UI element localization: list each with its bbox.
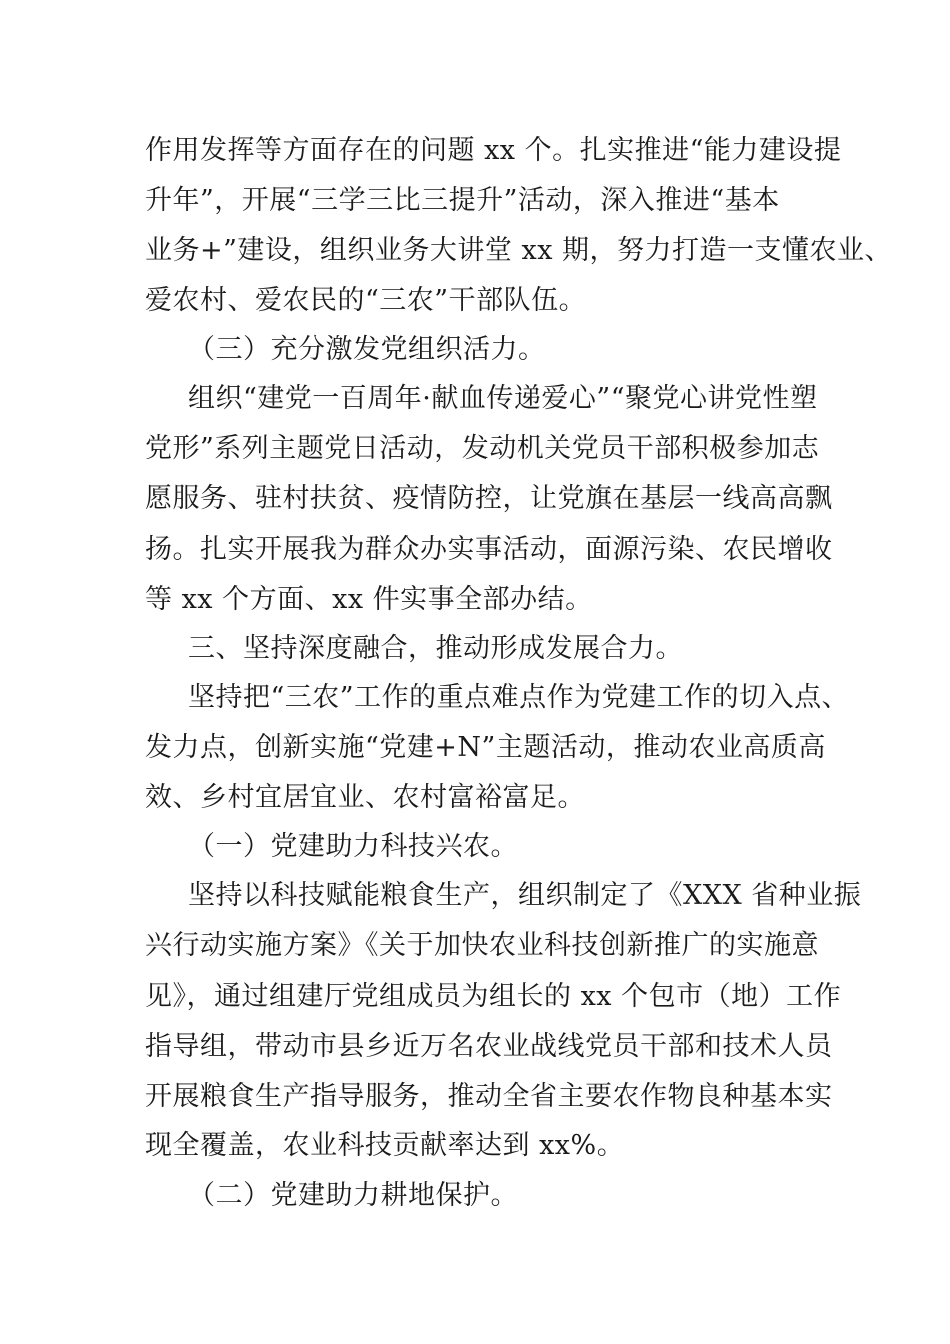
paragraph-first-line: 坚持以科技赋能粮食生产，组织制定了《XXX 省种业振 — [188, 880, 862, 911]
body-text-line: 业务+”建设，组织业务大讲堂 xx 期，努力打造一支懂农业、 — [145, 235, 893, 266]
paragraph-first-line: 坚持把“三农”工作的重点难点作为党建工作的切入点、 — [188, 682, 850, 713]
section-heading: （一）党建助力科技兴农。 — [188, 831, 518, 862]
section-heading: （三）充分激发党组织活力。 — [188, 334, 546, 365]
section-heading: 三、坚持深度融合，推动形成发展合力。 — [188, 633, 683, 664]
body-text-line: 见》，通过组建厅党组成员为组长的 xx 个包市（地）工作 — [145, 981, 842, 1012]
body-text-line: 党形”系列主题党日活动，发动机关党员干部积极参加志 — [145, 433, 820, 464]
section-heading: （二）党建助力耕地保护。 — [188, 1180, 518, 1211]
body-text-line: 等 xx 个方面、xx 件实事全部办结。 — [145, 584, 593, 615]
body-text-line: 愿服务、驻村扶贫、疫情防控，让党旗在基层一线高高飘 — [145, 483, 833, 514]
body-text-line: 作用发挥等方面存在的问题 xx 个。扎实推进“能力建设提 — [145, 135, 842, 166]
body-text-line: 升年”，开展“三学三比三提升”活动，深入推进“基本 — [145, 185, 780, 216]
body-text-line: 扬。扎实开展我为群众办实事活动，面源污染、农民增收 — [145, 534, 833, 565]
body-text-line: 爱农村、爱农民的“三农”干部队伍。 — [145, 285, 587, 316]
body-text-line: 开展粮食生产指导服务，推动全省主要农作物良种基本实 — [145, 1081, 833, 1112]
body-text-line: 发力点，创新实施“党建+N”主题活动，推动农业高质高 — [145, 732, 826, 763]
body-text-line: 效、乡村宜居宜业、农村富裕富足。 — [145, 782, 585, 813]
body-text-line: 指导组，带动市县乡近万名农业战线党员干部和技术人员 — [145, 1031, 833, 1062]
body-text-line: 现全覆盖，农业科技贡献率达到 xx%。 — [145, 1130, 625, 1161]
body-text-line: 兴行动实施方案》《关于加快农业科技创新推广的实施意 — [145, 930, 819, 961]
paragraph-first-line: 组织“建党一百周年·献血传递爱心”“聚党心讲党性塑 — [188, 383, 818, 414]
